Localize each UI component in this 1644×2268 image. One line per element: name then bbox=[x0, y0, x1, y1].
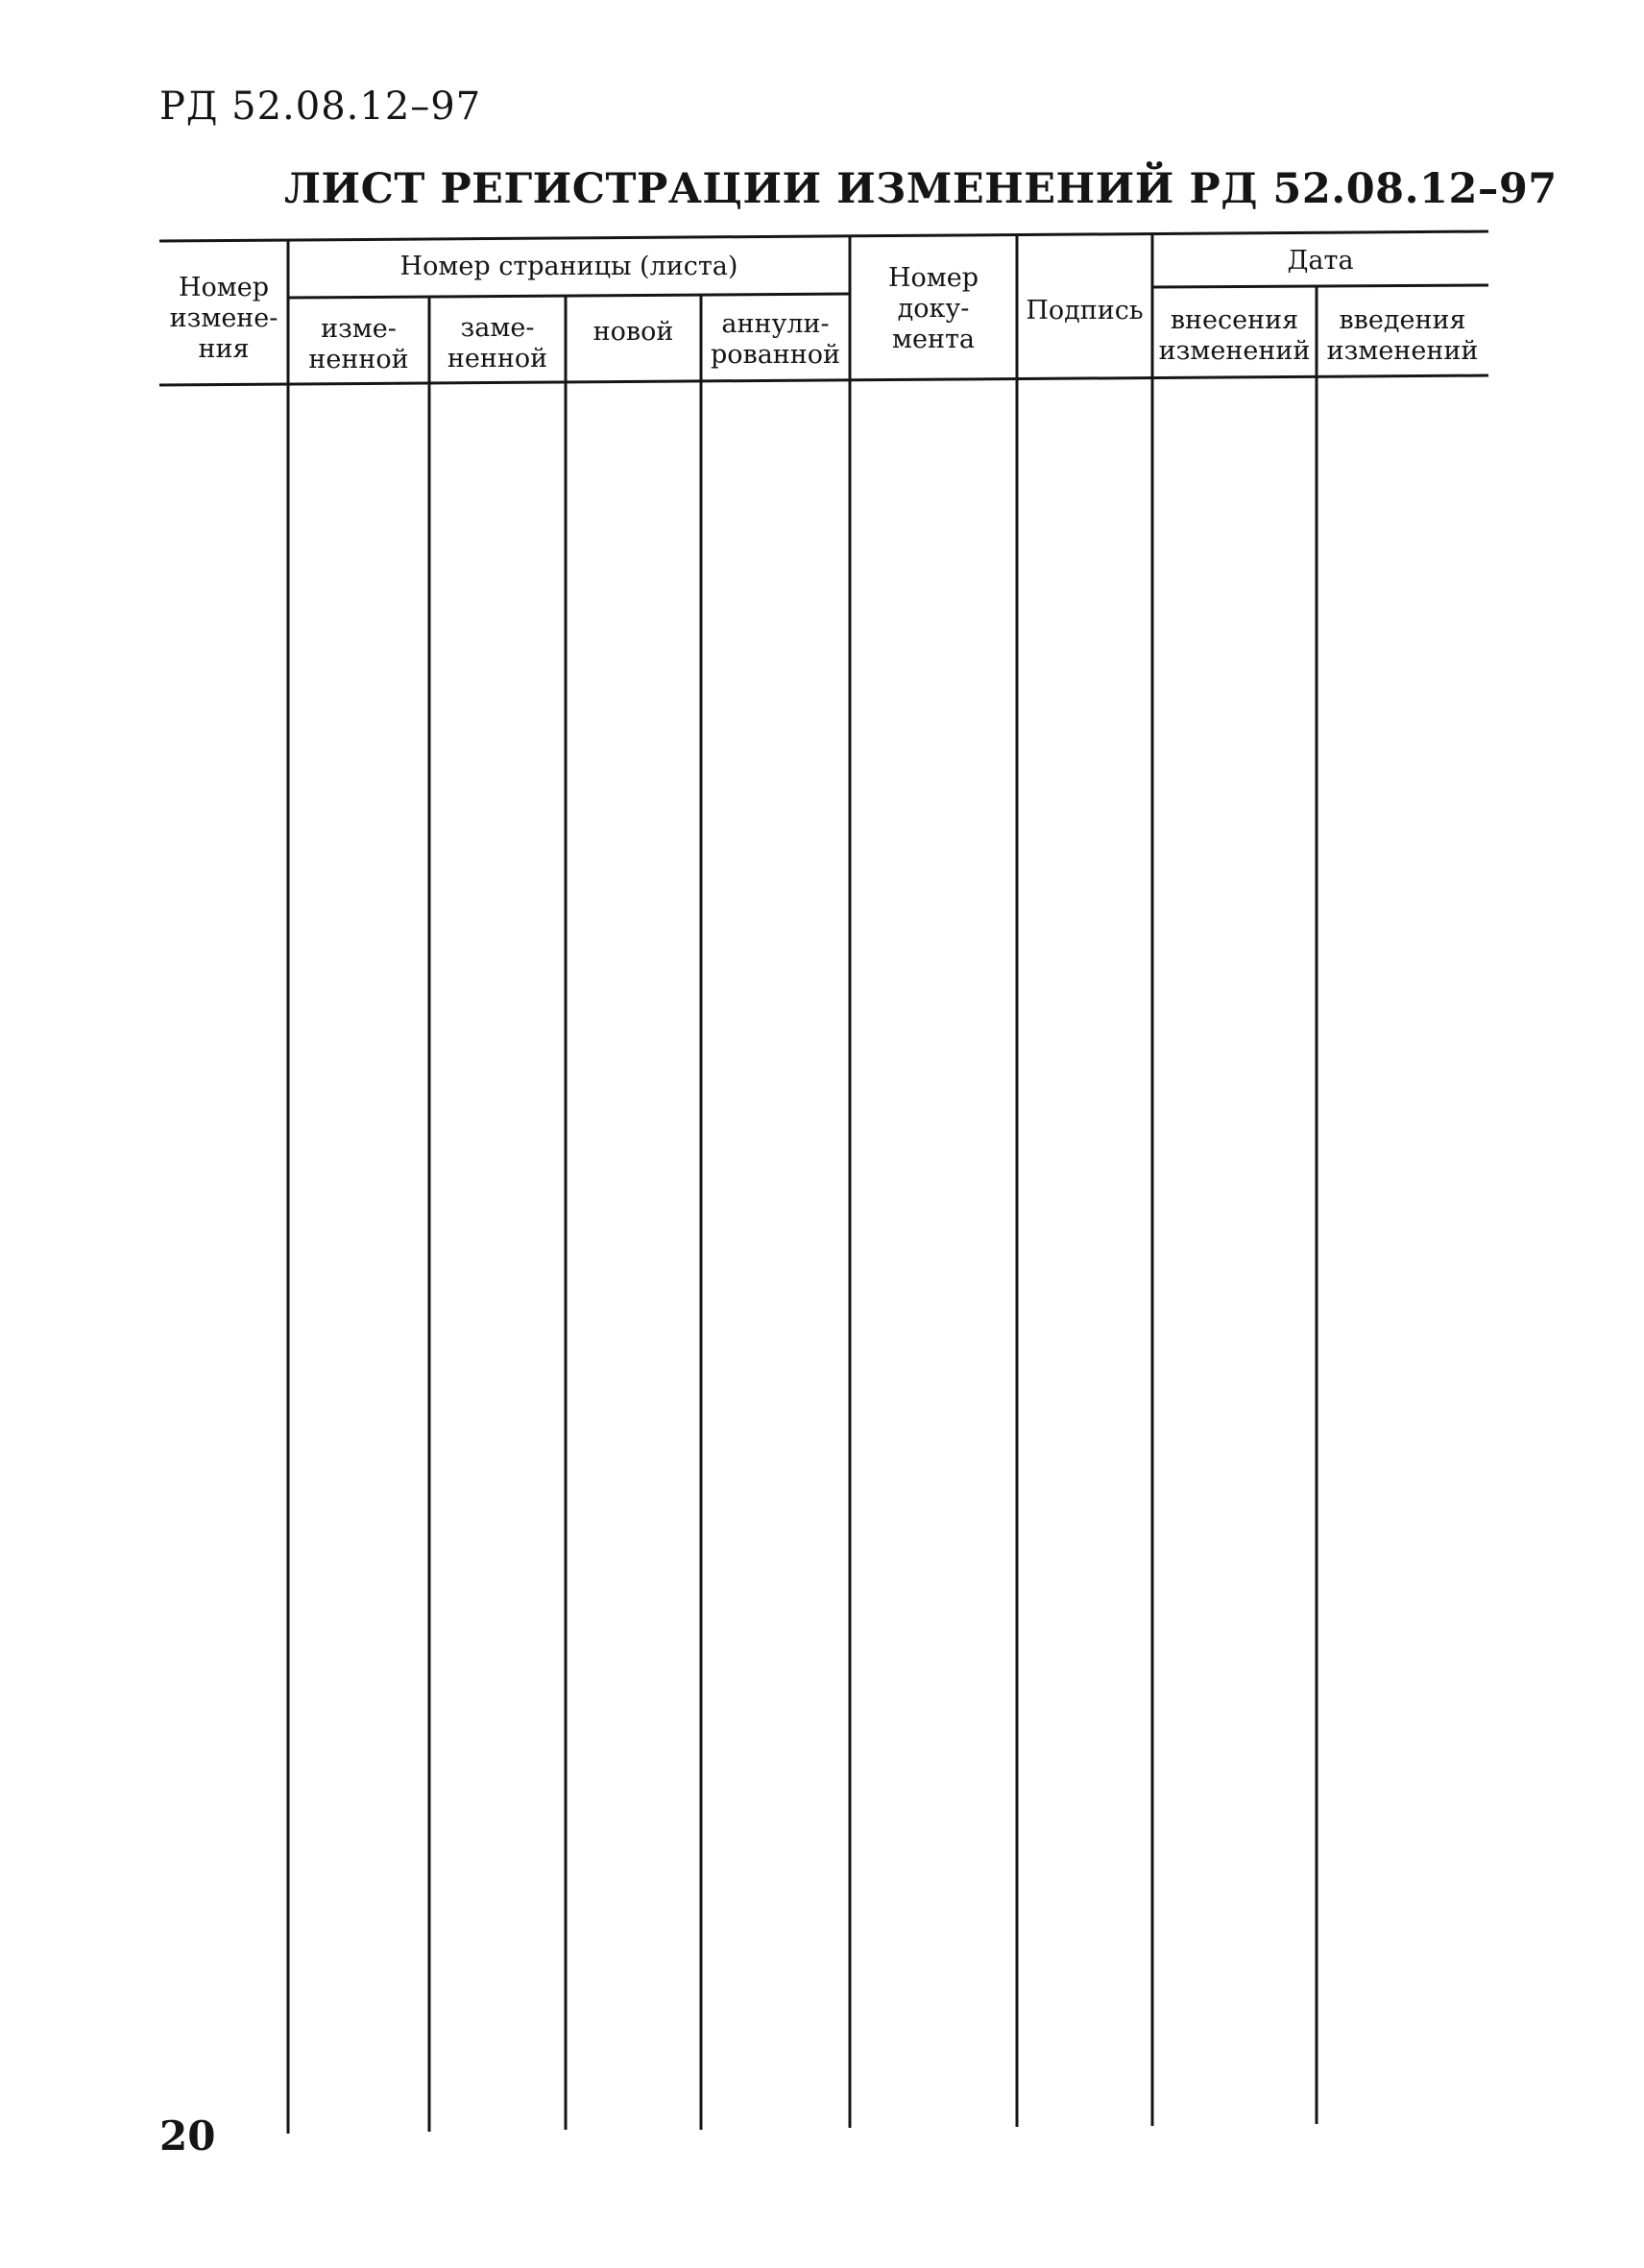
header-change-number: Номер измене- ния bbox=[169, 273, 278, 364]
header-changed-page: изме- ненной bbox=[308, 314, 409, 374]
document-code: РД 52.08.12–97 bbox=[159, 84, 482, 129]
header-document-number: Номер доку- мента bbox=[887, 263, 979, 354]
header-new-page: новой bbox=[592, 317, 674, 347]
date-group-underline bbox=[1152, 285, 1488, 287]
header-date-entry: внесения изменений bbox=[1158, 305, 1311, 366]
header-date-group: Дата bbox=[1287, 246, 1354, 276]
header-cancelled-page: аннули- рованной bbox=[710, 309, 841, 370]
header-replaced-page: заме- ненной bbox=[447, 313, 548, 374]
sheet-title: ЛИСТ РЕГИСТРАЦИИ ИЗМЕНЕНИЙ РД 52.08.12–97 bbox=[284, 165, 1558, 213]
table-header-bottom-rule bbox=[159, 375, 1488, 385]
header-date-effective: введения изменений bbox=[1326, 305, 1479, 366]
header-page-number-group: Номер страницы (листа) bbox=[399, 252, 738, 281]
page-number: 20 bbox=[159, 2112, 216, 2159]
header-signature: Подпись bbox=[1026, 296, 1144, 326]
page-group-underline bbox=[288, 294, 850, 298]
table-top-rule bbox=[159, 231, 1488, 241]
